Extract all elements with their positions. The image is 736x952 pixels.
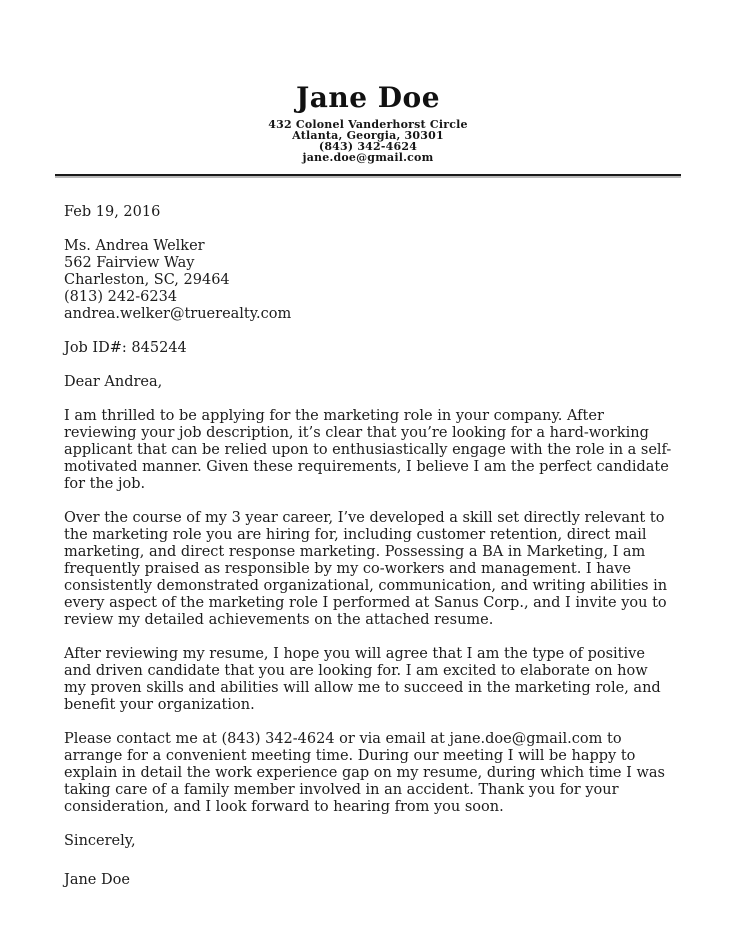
sender-name: Jane Doe: [295, 81, 441, 114]
closing: Sincerely,: [64, 833, 136, 849]
body-paragraph: After reviewing my resume, I hope you will agree that I am the type of positive and driven candidate that you are looking for. I am excited to elaborate on how my proven skills and abilities will allow me to succeed in the marketing role, and benefit your organization.: [64, 646, 661, 713]
body-paragraph: Please contact me at (843) 342-4624 or via email at jane.doe@gmail.com to arrange for a convenient meeting time. During our meeting I will be happy to explain in detail the work experience gap on my resume, during which time I was taking care of a family member involved in an accident. Thank you for your consideration, and I look forward to hearing from you soon.: [64, 731, 665, 815]
recipient-block: [64, 238, 672, 323]
body-paragraph: I am thrilled to be applying for the marketing role in your company. After reviewing your job description, it’s clear that you’re looking for a hard-working applicant that can be relied upon to enthusiastically engage with the role in a self-motivated manner. Given these requirements, I believe I am the perfect candidate for the job.: [64, 408, 672, 492]
recipient-address-line-2: Charleston, SC, 29464: [64, 272, 230, 288]
job-id: Job ID#: 845244: [64, 340, 187, 356]
letter-date: Feb 19, 2016: [64, 204, 161, 220]
letter-body: [64, 204, 672, 889]
salutation: Dear Andrea,: [64, 374, 163, 390]
recipient-phone: (813) 242-6234: [64, 289, 178, 305]
body-paragraph: Over the course of my 3 year career, I’ve developed a skill set directly relevant to the marketing role you are hiring for, including customer retention, direct mail marketing, and direct response marketing. Possessing a BA in Marketing, I am frequently praised as responsible by my co-workers and management. I have consistently demonstrated organizational, communication, and writing abilities in every aspect of the marketing role I performed at Sanus Corp., and I invite you to review my detailed achievements on the attached resume.: [64, 510, 668, 628]
sender-email: jane.doe@gmail.com: [302, 151, 434, 164]
sender-phone: (843) 342-4624: [318, 140, 418, 153]
sender-address-line-1: 432 Colonel Vanderhorst Circle: [268, 118, 468, 131]
letterhead: [0, 0, 736, 163]
recipient-email: andrea.welker@truerealty.com: [64, 306, 292, 322]
recipient-address-line-1: 562 Fairview Way: [64, 255, 195, 271]
signature-name: Jane Doe: [64, 872, 130, 888]
sender-address-line-2: Atlanta, Georgia, 30301: [292, 129, 444, 142]
letterhead-divider: [55, 174, 681, 176]
recipient-name: Ms. Andrea Welker: [64, 238, 205, 254]
